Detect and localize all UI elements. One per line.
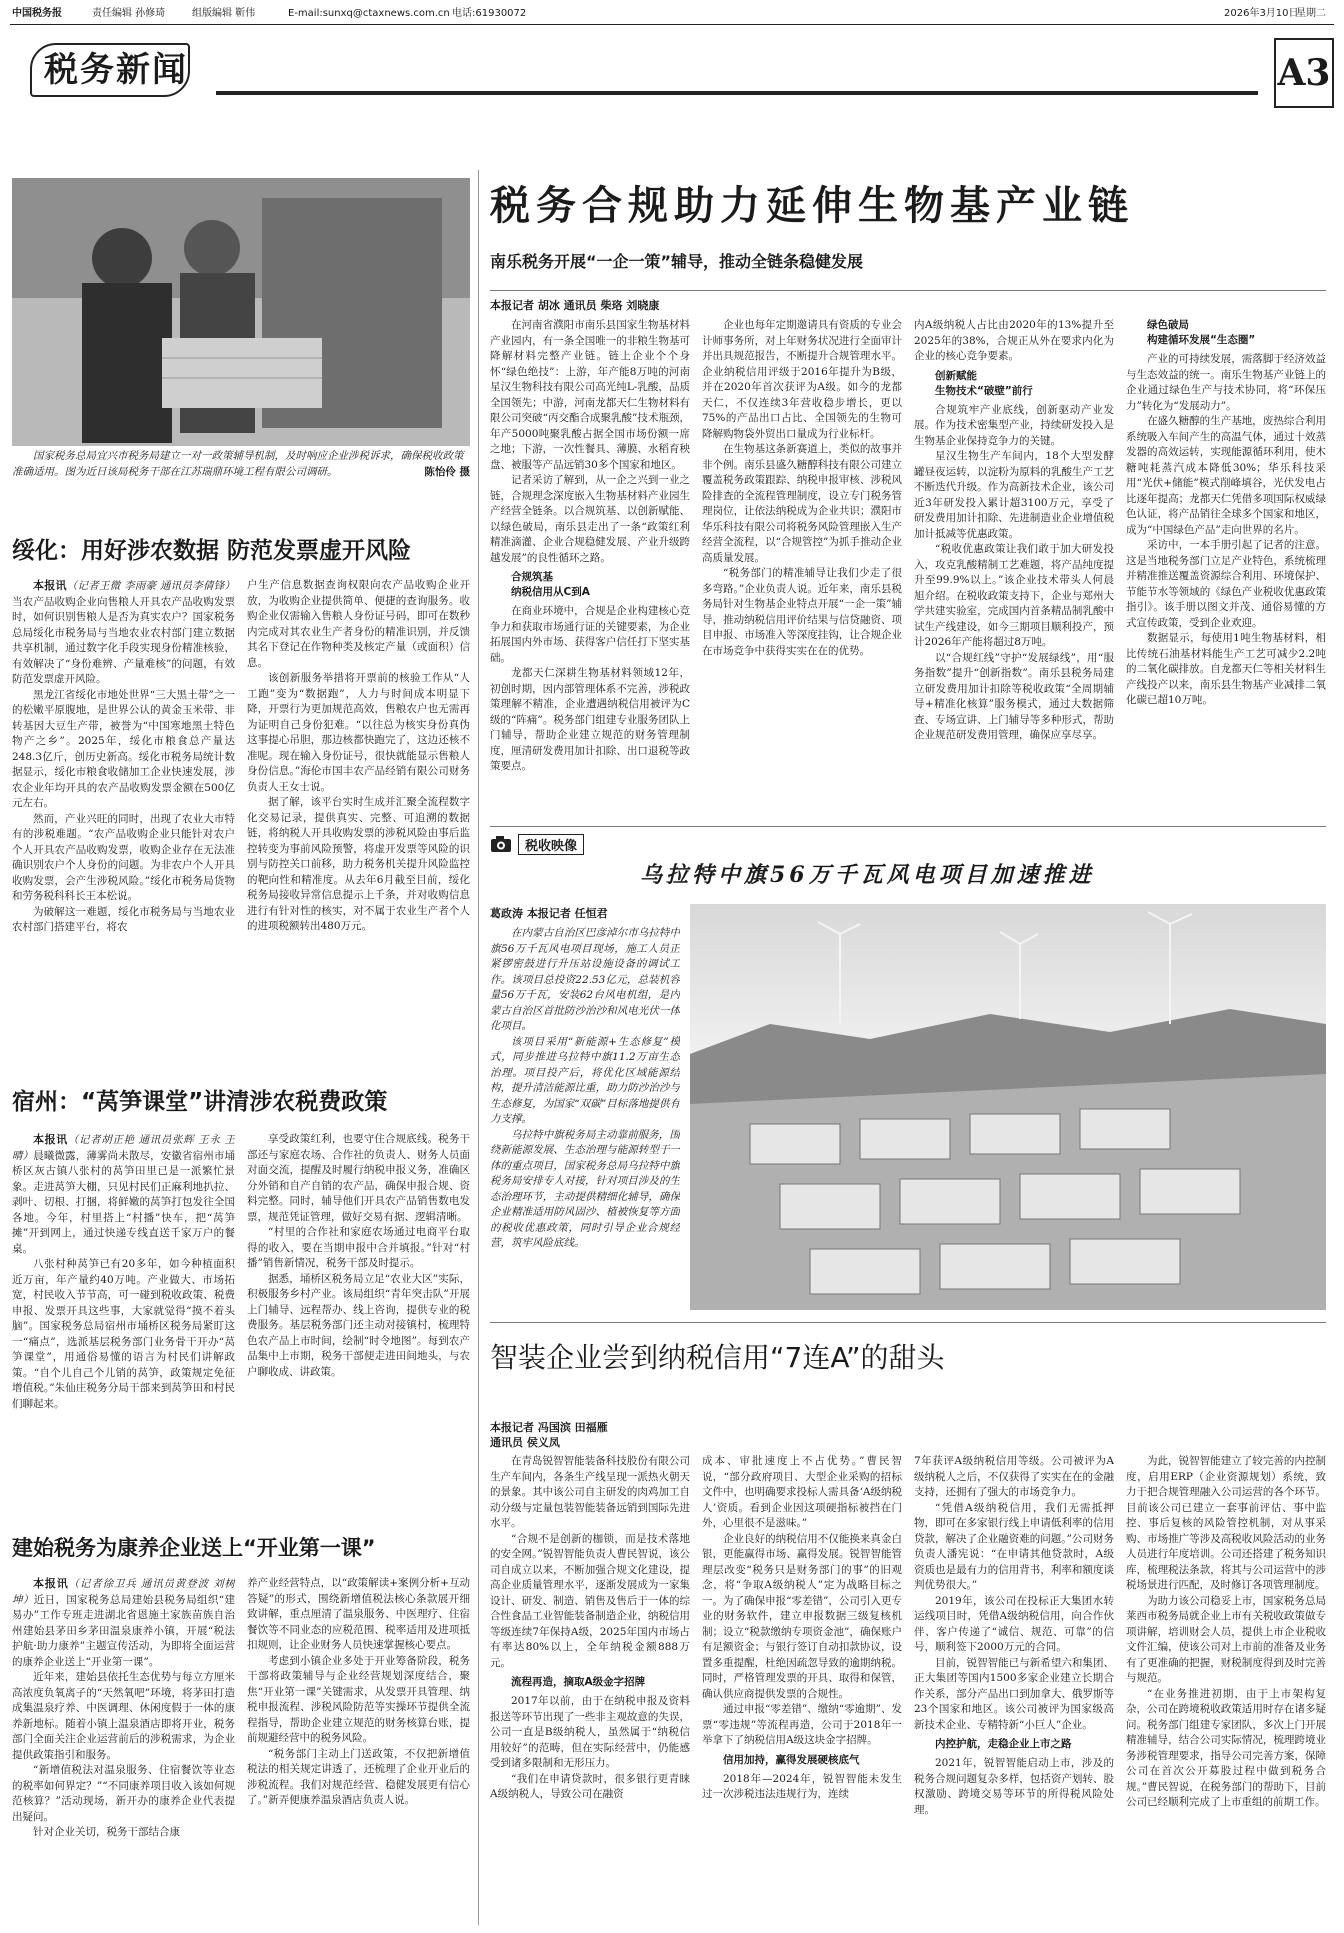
section-title: 税务新闻 bbox=[44, 50, 188, 90]
photo-news-p1: 在内蒙古自治区巴彦淖尔市乌拉特中旗56万千瓦风电项目现场，施工人员正紧锣密鼓进行升压站设施设备的调试工作。该项目总投资22.53亿元，总装机容量56万千瓦，安装62台风电机组，是内蒙古自治区首批防沙治沙和风电光伏一体化项目。 bbox=[490, 927, 680, 1032]
section-rule bbox=[216, 91, 1258, 95]
photo-news-p2: 该项目采用“新能源+生态修复”模式，同步推进乌拉特中旗11.2万亩生态治理。项目投产后，将优化区域能源结构，提升清洁能源比重，助力防沙治沙与生态修复，为国家“双碳”目标落地提供有力支撑。 bbox=[490, 1035, 680, 1125]
editor: 责任编辑 孙修琦 bbox=[92, 8, 166, 19]
jianshi-col2 bbox=[247, 1576, 470, 1921]
lead-sub3b: 构建循环发展“生态圈” bbox=[1147, 334, 1256, 346]
suzhou-p2: 八张村种莴笋已有20多年，如今种植面积近万亩，年产量约40万吨。产业做大、市场拓宽，村民收入节节高，可一碰到税收政策、税费申报、发票开具这些事，大家就觉得“摸不着头脑”。国家税务总局宿州市埇桥区税务局紧盯这一“痛点”，选派基层税务部门业务骨干开办“莴笋课堂”，用通俗易懂的语言为村民们讲解政策。“自个儿自己个儿销的莴笋，政策规定免征增值税。”朱仙庄税务分局干部来到莴笋田和村民们聊起来。 bbox=[12, 1258, 235, 1410]
photo-credit: 陈怡伶 摄 bbox=[424, 466, 470, 478]
suzhou-title: 宿州：“莴笋课堂”讲清涉农税费政策 bbox=[12, 1089, 388, 1115]
zhizhuang-p9: 7年获评A级纳税信用等级。公司被评为A级纳税人之后，不仅获得了实实在在的金融支持，还拥有了强大的市场竞争力。 bbox=[914, 1455, 1114, 1498]
lead-p8: 内A级纳税人占比由2020年的13%提升至2025年的38%，合规正从外在要求内化为企业的核心竞争要素。 bbox=[914, 319, 1114, 362]
suihua-p1: 当农产品收购企业向售粮人开具农产品收购发票时，如何识别售粮人是否为真实农户？国家税务总局绥化市税务局与当地农业农村部门建立数据共享机制，通过数字化手段实现身份精准核验，有效解决了“身份难辨、产量难核”的问题，有效防范发票虚开风险。 bbox=[12, 595, 235, 685]
suzhou-body bbox=[12, 1132, 470, 1522]
lead-p4: 龙都天仁深耕生物基材料领域12年，初创时期，因内部管理体系不完善，涉税政策理解不精准，企业遭遇纳税信用被评为C级的“阵痛”。税务部门组建专业服务团队上门辅导，帮助企业建立规范的财务管理制度，厘清研发费用加计扣除、出口退税等政策要点。 bbox=[490, 667, 690, 772]
page-number: A3 bbox=[1274, 38, 1334, 108]
suihua-title: 绥化：用好涉农数据 防范发票虚开风险 bbox=[12, 538, 412, 564]
issue-date: 2026年3月10日 bbox=[1224, 8, 1299, 19]
lead-title: 税务合规助力延伸生物基产业链 bbox=[490, 182, 1134, 229]
lead-col4 bbox=[1126, 318, 1326, 818]
zhizhuang-p15: 为助力该公司稳妥上市，国家税务总局莱西市税务局就企业上市有关税收政策做专项讲解，培训财会人员，提供上市企业税收文件汇编，使该公司对上市前的准备及业务有了更准确的把握，财税制度得到及时完善与规范。 bbox=[1126, 1594, 1326, 1684]
photo-news-p3: 乌拉特中旗税务局主动靠前服务，围绕新能源发展、生态治理与能源转型于一体的重点项目，国家税务总局乌拉特中旗税务局安排专人对接，针对项目涉及的生态治理环节，主动提供精细化辅导，确保企业精准适用防风固沙、植被恢复等方面的税收优惠政策，同时引导企业合规经营，筑牢风险底线。 bbox=[490, 1128, 680, 1249]
zhizhuang-p14: 为此，锐智智能建立了较完善的内控制度，启用ERP（企业资源规划）系统，致力于把合规管理融入公司运营的各个环节。目前该公司已建立一套事前评估、事中监控、事后复核的风险管控机制，对从事采购、市场推广等涉及高税收风险活动的业务人员进行年度培训。公司还搭建了税务知识库，梳理税法条款，将其与公司运营中的涉税场景进行匹配，及时修订各项管理制度。 bbox=[1126, 1455, 1326, 1591]
suzhou-col1 bbox=[12, 1132, 235, 1522]
jianshi-body bbox=[12, 1576, 470, 1921]
lead-sub1b: 纳税信用从C到A bbox=[511, 586, 590, 598]
email: E-mail:sunxq@ctaxnews.com.cn bbox=[288, 8, 450, 19]
suzhou-p5: 据悉，埇桥区税务局立足“农业大区”实际，积极服务乡村产业。该局组织“青年突击队”开展上门辅导、远程帮办、线上咨询，提供专业的税费服务。基层税务部门还主动对接镇村，梳理特色农产品上市时间，绘制“时令地图”。每到农产品集中上市期，税务干部便走进田间地头，与农户聊收成、讲政策。 bbox=[247, 1272, 470, 1378]
suihua-body bbox=[12, 578, 470, 1078]
suzhou-byline: 本报讯 bbox=[33, 1133, 68, 1146]
zhizhuang-col3 bbox=[914, 1454, 1114, 1924]
zhizhuang-p16: “在业务推进初期，由于上市架构复杂，公司在跨境税收政策适用时存在诸多疑问。税务部门组建专家团队，多次上门开展精准辅导，结合公司实际情况，梳理跨境业务涉税管理要求，指导公司完善方案，保障公司在首次公开募股过程中做到税务合规。”曹民智说，在税务部门的帮助下，目前公司已经顺利完成了上市重组的前期工作。 bbox=[1126, 1687, 1326, 1808]
jianshi-p6: 考虑到小镇企业多处于开业筹备阶段，税务干部将政策辅导与企业经营规划深度结合，聚焦“开业第一课”关键需求，从发票开具管理、纳税申报流程、涉税风险防范等实操环节提供全流程指导，帮助企业建立规范的财务核算台账，提前规避经营中的税务风险。 bbox=[247, 1654, 470, 1744]
jianshi-p7: “税务部门主动上门送政策，不仅把新增值税法的相关规定讲透了，还梳理了企业开业后的涉税流程。我们对规范经营、稳健发展更有信心了。”新弄便康养温泉酒店负责人说。 bbox=[247, 1747, 470, 1806]
zhizhuang-col4 bbox=[1126, 1454, 1326, 1924]
zhizhuang-body bbox=[490, 1454, 1326, 1924]
lead-p12: 以“合规红线”守护“发展绿线”，用“服务指数”提升“创新指数”。南乐县税务局建立研发费用加计扣除等税收政策“全周期辅导+精准化核算”服务模式，通过大数据筛查、专场宣讲、上门辅导等多种形式，帮助企业规范研发费用管理，确保应享尽享。 bbox=[914, 651, 1114, 741]
lead-p14: 在盛久糖醇的生产基地，废热综合利用系统吸入车间产生的高温气体，通过十效蒸发器的高效运转，实现能源循环利用，使木糖吨耗蒸汽成本降低30%；华乐科技采用“光伏+储能”模式削峰填谷，光伏发电占比逐年提高；龙都天仁凭借多项国际权威绿色认证，将产品销往全球多个国家和地区，成为“中国绿色产品”走向世界的名片。 bbox=[1126, 415, 1326, 536]
photo-news-label bbox=[490, 832, 584, 856]
jianshi-col1 bbox=[12, 1576, 235, 1921]
suihua-note: （记者王微 李雨豪 通讯员李倩锋） bbox=[66, 580, 235, 592]
suzhou-p3: 享受政策红利，也要守住合规底线。税务干部还与家庭农场、合作社的负责人、财务人员面对面交流，提醒及时履行纳税申报义务，准确区分外销和自产自销的农产品，确保申报合规、资料完整。同时，辅导他们开具农产品销售数电发票，规范凭证管理，做好交易有据、逻辑清晰。 bbox=[247, 1133, 470, 1223]
photo-caption-text: 国家税务总局宜兴市税务局建立一对一政策辅导机制，及时响应企业涉税诉求，确保税收政策准确适用。图为近日该局税务干部在江苏瑞鼎环境工程有限公司调研。 bbox=[12, 450, 464, 478]
column-divider bbox=[478, 170, 479, 1925]
zhizhuang-p4: “我们在申请贷款时，很多银行更青睐A级纳税人，导致公司在融资 bbox=[490, 1772, 690, 1800]
lead-col3 bbox=[914, 318, 1114, 818]
zhizhuang-p2: “合规不是创新的枷锁，而是技术落地的安全网。”锐智智能负责人曹民智说，该公司自成立以来，不断加强合规文化建设，提高企业质量管理水平，逐渐发展成为一家集设计、研发、制造、销售及售后于一体的综合性食品工业智能装备制造企业，纳税信用等级连续7年保持A级，2025年国内市场占有率达80%以上，全年纳税金额888万元。 bbox=[490, 1532, 690, 1669]
photo-news-title: 乌拉特中旗56万千瓦风电项目加速推进 bbox=[640, 862, 1095, 888]
phone: 电话:61930072 bbox=[452, 8, 527, 19]
lead-sub1: 合规筑基 bbox=[511, 571, 553, 583]
lead-col2 bbox=[702, 318, 902, 818]
lead-subtitle-rule bbox=[490, 290, 1326, 291]
zhizhuang-p3: 2017年以前，由于在纳税申报及资料报送等环节出现了一些非主观故意的失误，公司一直是B级纳税人，虽然属于“纳税信用较好”的范畴，但在实际经营中，仍能感受到诸多限制和无形压力。 bbox=[490, 1695, 690, 1769]
suzhou-note: （记者胡正艳 通讯员张辉 王永 王晴） bbox=[12, 1134, 235, 1162]
photo-news-rule bbox=[490, 826, 1326, 827]
lead-p7: “税务部门的精准辅导让我们少走了很多弯路。”企业负责人说。近年来，南乐县税务局针对生物基企业特点开展“一企一策”辅导，推动纳税信用评价结果与信贷融资、项目申报、市场准入等深度挂钩，让合规企业在市场竞争中获得实实在在的优势。 bbox=[702, 567, 902, 657]
suzhou-col2 bbox=[247, 1132, 470, 1522]
suihua-p3: 然而，产业兴旺的同时，出现了农业大市特有的涉税难题。“农产品收购企业只能针对农户个人开具农产品收购发票，收购企业存在无法准确识别农户个人身份的问题。为非农户个人开具收购发票，会产生涉税风险。”绥化市税务局货物和劳务税科科长王本松说。 bbox=[12, 812, 235, 902]
lead-sub2: 创新赋能 bbox=[935, 369, 977, 382]
suihua-p2: 黑龙江省绥化市地处世界“三大黑土带”之一的松嫩平原腹地，是世界公认的黄金玉米带、非转基因大豆生产带，被誉为“中国寒地黑土特色物产之乡”。2025年，绥化市粮食总产量达248.3亿斤，创历史新高。绥化市税务局统计数据显示，绥化市粮食收储加工企业快速发展，涉农企业年均开具的农产品收购发票金额在500亿元左右。 bbox=[12, 688, 235, 809]
layout-editor: 组版编辑 靳伟 bbox=[192, 8, 256, 19]
lead-p13: 产业的可持续发展，需落脚于经济效益与生态效益的统一。南乐生物基产业链上的企业通过绿色生产与技术协同，将“环保压力”转化为“发展动力”。 bbox=[1126, 353, 1326, 412]
lead-p16: 数据显示，每使用1吨生物基材料，相比传统石油基材料能生产工艺可减少2.2吨的二氧化碳排放。自龙都天仁等相关材料生产线投产以来，南乐县生物基产业减排二氧化碳已超10万吨。 bbox=[1126, 632, 1326, 706]
lead-p10: 星汉生物生产车间内，18个大型发酵罐昼夜运转，以淀粉为原料的乳酸生产工艺不断迭代升级。作为高新技术企业，该公司近3年研发投入累计超3100万元，享受了研发费用加计扣除、先进制造业企业增值税加计抵减等优惠政策。 bbox=[914, 450, 1114, 540]
lead-p3: 在商业环境中，合规是企业构建核心竞争力和获取市场通行证的关键要素，为企业拓展国内外市场、获得客户信任打下坚实基础。 bbox=[490, 605, 690, 664]
photo-news-byline: 葛政涛 本报记者 任恒君 bbox=[490, 907, 608, 920]
zhizhuang-p1: 在青岛锐智智能装备科技股份有限公司生产车间内，各条生产线呈现一派热火朝天的景象。其中该公司自主研发的肉鸡加工自动分级与定量包装智能装备远销到国际先进水平。 bbox=[490, 1455, 690, 1529]
zhizhuang-col1 bbox=[490, 1454, 690, 1924]
masthead-bar bbox=[12, 6, 1332, 22]
suihua-col2 bbox=[247, 578, 470, 1078]
suzhou-p4: “村里的合作社和家庭农场通过电商平台取得的收入，要在当期申报中合并填报。”针对“村播”销售新情况，税务干部及时提示。 bbox=[247, 1226, 470, 1269]
zhizhuang-p10: “凭借A级纳税信用，我们无需抵押物，即可在多家银行线上申请低利率的信用贷款，解决了企业融资难的问题。”公司财务负责人潘宪说：“在申请其他贷款时，A级资质也是最有力的信用背书，利率和额度谈判优势很大。” bbox=[914, 1501, 1114, 1591]
lead-p9: 合规筑牢产业底线，创新驱动产业发展。作为技术密集型产业，持续研发投入是生物基企业保持竞争力的关键。 bbox=[914, 403, 1114, 447]
camera-icon bbox=[490, 835, 512, 853]
suzhou-p1: 晨曦微露，薄雾尚未散尽，安徽省宿州市埇桥区灰古镇八张村的莴笋田里已是一派繁忙景象。走进莴笋大棚，只见村民们正麻利地扒拉、剥叶、切根、打捆，将鲜嫩的莴笋打包发往全国各地。今年，村里搭上“村播”快车，把“莴笋摊”开到网上，通过快递专线直送千家万户的餐桌。 bbox=[12, 1149, 235, 1255]
lead-body bbox=[490, 318, 1326, 818]
lead-p6: 在生物基这条新赛道上，类似的故事并非个例。南乐县盛久糖醇科技有限公司建立覆盖税务政策跟踪、纳税申报审核、涉税风险排查的全流程管理制度，设立专门税务管理岗位，让依法纳税成为企业共识；濮阳市华乐科技有限公司将税务风险管理嵌入生产经营全流程，以“合规管控”为抓手推动企业高质量发展。 bbox=[702, 443, 902, 564]
jianshi-p1: 近日，国家税务总局建始县税务局组织“建易办”工作专班走进湖北省恩施土家族苗族自治州建始县茅田乡茅田温泉康养小镇，开展“税法护航·助力康养”主题宣传活动，为即将全面运营的康养企业送上“开业第一课”。 bbox=[12, 1593, 235, 1668]
jianshi-note: （记者徐卫兵 通讯员黄登波 刘树坤） bbox=[12, 1578, 235, 1606]
zhizhuang-p7: 通过申报“零差错”、缴纳“零逾期”、发票“零违规”等流程再造，公司于2018年一举拿下了纳税信用A级这块金字招牌。 bbox=[702, 1703, 902, 1746]
photo-caption bbox=[12, 448, 470, 480]
jianshi-p4: 针对企业关切，税务干部结合康 bbox=[33, 1826, 180, 1838]
zhizhuang-sub3: 内控护航，走稳企业上市之路 bbox=[935, 1738, 1072, 1750]
suihua-p7: 据了解，该平台实时生成并汇聚全流程数字化交易记录，提供真实、完整、可追溯的数据链，将纳税人开具收购发票的涉税风险由事后监控转变为事前风险预警，将虚开发票等风险的识别与防控关口前移，助力税务机关提升风险监控的靶向性和精准度。从去年6月截至目前，绥化税务局接收异常信息提示上千条，并对收购信息进行有针对性的核实，对不属于农业生产者个人的进项税额转出480万元。 bbox=[247, 796, 470, 932]
section-title-box bbox=[30, 43, 200, 103]
weekday: 星期二 bbox=[1296, 8, 1326, 19]
wind-farm-photo-art bbox=[690, 904, 1326, 1310]
lead-subtitle: 南乐税务开展“一企一策”辅导，推动全链条稳健发展 bbox=[490, 252, 864, 271]
zhizhuang-p6: 企业良好的纳税信用不仅能换来真金白银，更能赢得市场、赢得发展。锐智智能管理层改变“税务只是财务部门的事”的旧观念，将“争取A级纳税人”定为战略目标之一。为了确保申报“零差错”，公司引入更专业的财务软件，建立申报数据三级复核机制；设立“税款缴纳专项资金池”，确保账户有足额资金；与银行签订自动扣款协议，设置多重提醒，杜绝因疏忽导致的逾期纳税。同时，严格管理发票的开具、取得和保管，确认供应商提供发票的合规性。 bbox=[702, 1532, 902, 1700]
jianshi-p3: “新增值税法对温泉服务、住宿餐饮等业态的税率如何界定？”“不同康养项目收入该如何规范核算？”活动现场，新开办的康养企业代表提出疑问。 bbox=[12, 1764, 235, 1823]
zhizhuang-byline2: 通讯员 侯义凤 bbox=[490, 1436, 560, 1449]
paper-name: 中国税务报 bbox=[12, 8, 62, 19]
suihua-p6: 该创新服务举措将开票前的核验工作从“人工跑”变为“数据跑”，人力与时间成本明显下降，开票行为更加规范高效，售粮农户也无需再为证明自己身份犯难。“以往总为核实身份真伪这事提心吊胆，那边核都快跑完了，这边还核不准呢。现在输入身份证号，很快就能显示售粮人身份信息。”海伦市国丰农产品经销有限公司财务负责人王女士说。 bbox=[247, 672, 470, 793]
suihua-col1 bbox=[12, 578, 235, 1078]
lead-col1 bbox=[490, 318, 690, 818]
lead-p15: 采访中，一本手册引起了记者的注意。这是当地税务部门立足产业特色，系统梳理并精准推送覆盖资源综合利用、环境保护、节能节水等领域的《绿色产业税收优惠政策指引》。该手册以图文并茂、通俗易懂的方式宣传政策，受到企业欢迎。 bbox=[1126, 539, 1326, 629]
zhizhuang-sub2: 信用加持，赢得发展硬核底气 bbox=[723, 1753, 860, 1766]
zhizhuang-p5: 成本、审批速度上不占优势。”曹民智说，“部分政府项目、大型企业采购的招标文件中，也明确要求投标人需具备‘A级纳税人’资质。看到企业因这项硬指标被挡在门外，心里很不是滋味。” bbox=[702, 1455, 902, 1529]
lead-byline: 本报记者 胡冰 通讯员 柴珞 刘晓康 bbox=[490, 299, 660, 312]
zhizhuang-p8: 2018年—2024年，锐智智能未发生过一次涉税违法违规行为，连续 bbox=[702, 1772, 902, 1800]
zhizhuang-p11: 2019年，该公司在投标正大集团水转运线项目时，凭借A级纳税信用，向合作伙伴、客户传递了“诚信、规范、可靠”的信号，顺利签下2000万元的合同。 bbox=[914, 1594, 1114, 1653]
officers-photo-art bbox=[12, 178, 470, 446]
lead-p2: 记者采访了解到，从一企之兴到一业之链，合规理念深度嵌入生物基材料产业园生产经营全链条。以合规筑基、以创新赋能、以绿色破局，南乐县走出了一条“政策红利精准滴灌、企业合规稳健发展、产业升级跨越发展”的良性循环之路。 bbox=[490, 474, 690, 564]
jianshi-p2: 近年来，建始县依托生态优势与每立方厘米高浓度负氧离子的“天然氧吧”环境，将茅田打造成集温泉疗养、中医调理、休闲度假于一体的康养新地标。随着小镇上温泉酒店即将开业，税务部门全面关注企业运营前后的涉税需求，为企业提供政策指引和服务。 bbox=[12, 1671, 235, 1761]
lead-p1: 在河南省濮阳市南乐县国家生物基材料产业园内，有一条全国唯一的非粮生物基可降解材料完整产业链。链上企业个个身怀“绿色绝技”：上游，年产能8万吨的河南星汉生物科技有限公司高光纯L-乳酸，品质全国领先；中游，河南龙都天仁生物材料有限公司突破“丙交酯合成聚乳酸”技术瓶颈，年产5000吨聚乳酸占据全国市场份额一席之地；下游，一次性餐具、薄膜、水稻育秧盘、被服等产品远销30多个国家和地区。 bbox=[490, 319, 690, 471]
zhizhuang-sub1: 流程再造，摘取A级金字招牌 bbox=[511, 1676, 646, 1688]
lead-sub3: 绿色破局 bbox=[1147, 319, 1189, 331]
jianshi-p5: 养产业经营特点，以“政策解读+案例分析+互动答疑”的形式，围绕新增值税法核心条款展开细致讲解，重点厘清了温泉服务、中医理疗、住宿餐饮等不同业态的应税范围、税率适用及进项抵扣规则，让企业财务人员快速掌握核心要点。 bbox=[247, 1577, 470, 1651]
photo-tax-officers bbox=[12, 178, 470, 446]
jianshi-title: 建始税务为康养企业送上“开业第一课” bbox=[12, 1536, 376, 1560]
section-header bbox=[10, 27, 1334, 119]
zhizhuang-rule bbox=[490, 1322, 1326, 1323]
zhizhuang-col2 bbox=[702, 1454, 902, 1924]
suihua-byline: 本报讯 bbox=[33, 579, 67, 592]
lead-p5: 企业也每年定期邀请具有资质的专业会计师事务所，对上年财务状况进行全面审计并出具规范报告，不断提升合规管理水平。企业纳税信用评级于2016年提升为B级，并在2020年首次获评为A级。如今的龙都天仁，不仅连续3年营收稳步增长，更以75%的产品出口占比、全国领先的生物可降解购物袋外贸出口量成为行业标杆。 bbox=[702, 319, 902, 440]
lead-sub2b: 生物技术“破壁”前行 bbox=[935, 384, 1033, 397]
suihua-p5: 户生产信息数据查询权限向农产品收购企业开放，为收购企业提供简单、便捷的查询服务。收购企业仅需输入售粮人身份证号码，即可在数秒内完成对其农业生产者身份的精准识别，并反馈其名下登记在作物种类及核定产量（或面积）信息。 bbox=[247, 579, 470, 669]
masthead-rule bbox=[10, 24, 1334, 25]
photo-wind-farm bbox=[690, 904, 1326, 1310]
zhizhuang-p12: 目前，锐智智能已与新希望六和集团、正大集团等国内1500多家企业建立长期合作关系，部分产品出口到加拿大、俄罗斯等23个国家和地区。该公司被评为国家级高新技术企业、专精特新“小巨人”企业。 bbox=[914, 1656, 1114, 1731]
zhizhuang-byline1: 本报记者 冯国滨 田福雁 bbox=[490, 1421, 608, 1434]
suihua-p4: 为破解这一难题，绥化市税务局与当地农业农村部门搭建平台，将农 bbox=[12, 905, 235, 933]
zhizhuang-title: 智装企业尝到纳税信用“7连A”的甜头 bbox=[490, 1341, 945, 1374]
photo-news-body bbox=[490, 926, 680, 1316]
photo-news-label-text: 税收映像 bbox=[518, 834, 584, 855]
jianshi-byline: 本报讯 bbox=[33, 1577, 69, 1590]
zhizhuang-p13: 2021年，锐智智能启动上市，涉及的税务合规问题复杂多样，包括资产划转、股权激励、跨境交易等环节的所得税风险处理。 bbox=[914, 1757, 1114, 1816]
lead-p11: “税收优惠政策让我们敢于加大研发投入，攻克乳酸精制工艺难题，将产品纯度提升至99.9%以上。”该企业技术带头人何晨旭介绍。在税收政策支持下，企业与郑州大学共建实验室，完成国内首条精品制乳酸中试生产线建设，如今三期项目顺利投产，预计2026年产能将超过8万吨。 bbox=[914, 543, 1114, 648]
